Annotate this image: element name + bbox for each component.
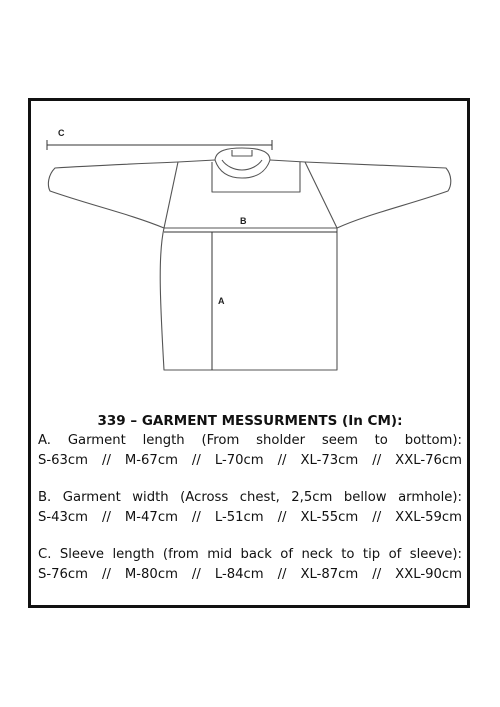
label-c: C	[58, 128, 65, 138]
right-sleeve-outline	[270, 160, 451, 228]
measurements-section	[38, 412, 462, 602]
label-a: A	[218, 296, 225, 306]
sleeve-length-sizes: S-76cm // M-80cm // L-84cm // XL-87cm // XXL-90cm	[38, 567, 462, 582]
garment-length-paragraph	[38, 431, 462, 471]
garment-width-paragraph	[38, 488, 462, 528]
garment-body-outline	[160, 228, 337, 370]
garment-length-sizes: S-63cm // M-67cm // L-70cm // XL-73cm // XXL-76cm	[38, 453, 462, 468]
measurements-heading: 339 – GARMENT MESSURMENTS (In CM):	[97, 413, 403, 429]
right-shoulder-seam	[305, 162, 337, 228]
collar-outer	[215, 148, 270, 178]
garment-length-description: A. Garment length (From sholder seem to bottom):	[38, 433, 462, 448]
sleeve-length-description: C. Sleeve length (from mid back of neck to tip of sleeve):	[38, 547, 462, 562]
collar-tab	[232, 150, 252, 156]
label-b: B	[240, 216, 247, 226]
left-sleeve-outline	[48, 160, 215, 228]
garment-width-sizes: S-43cm // M-47cm // L-51cm // XL-55cm // XXL-59cm	[38, 510, 462, 525]
garment-width-description: B. Garment width (Across chest, 2,5cm bellow armhole):	[38, 490, 462, 505]
yoke-panel	[212, 162, 300, 192]
left-shoulder-seam	[164, 162, 178, 228]
collar-inner	[222, 160, 262, 170]
sleeve-length-paragraph	[38, 545, 462, 585]
